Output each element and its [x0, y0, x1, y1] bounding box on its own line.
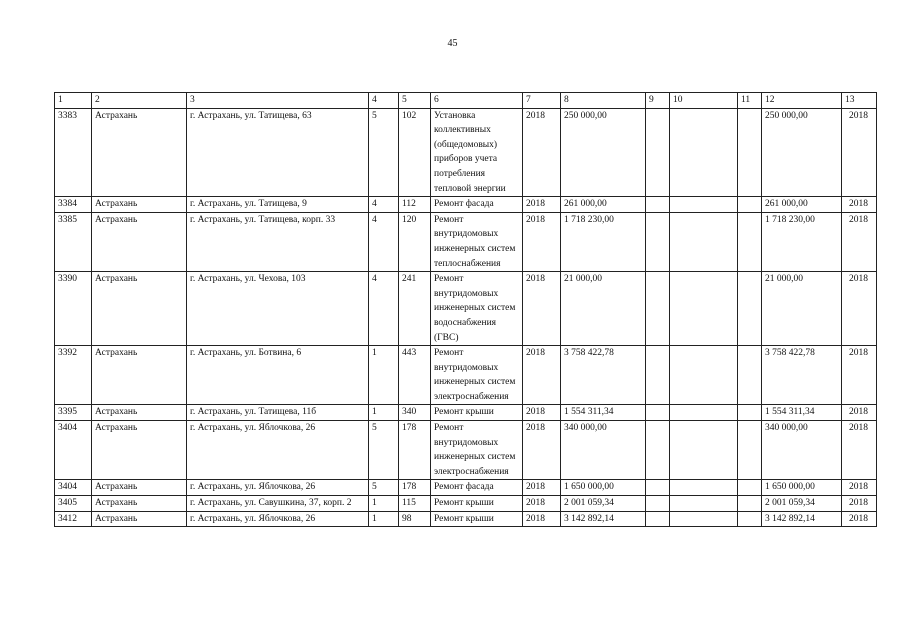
amount-cell: 1 718 230,00	[561, 212, 646, 271]
column-header: 8	[561, 93, 646, 109]
col5-cell: 115	[399, 496, 431, 512]
col10-cell	[670, 212, 738, 271]
repair-registry-table	[54, 92, 877, 527]
total-amount-cell: 3 142 892,14	[762, 511, 842, 527]
col4-cell: 4	[369, 197, 399, 213]
col9-cell	[646, 496, 670, 512]
col10-cell	[670, 272, 738, 346]
work-type-cell: Установка коллективных (общедомовых) приборов учета потребления тепловой энергии	[431, 108, 523, 197]
col9-cell	[646, 197, 670, 213]
col10-cell	[670, 421, 738, 480]
work-type-cell: Ремонт крыши	[431, 511, 523, 527]
column-header: 9	[646, 93, 670, 109]
completion-year-cell: 2018	[842, 511, 877, 527]
col4-cell: 5	[369, 108, 399, 197]
col11-cell	[738, 511, 762, 527]
record-id-cell: 3392	[55, 346, 92, 405]
record-id-cell: 3405	[55, 496, 92, 512]
col11-cell	[738, 346, 762, 405]
work-type-cell: Ремонт фасада	[431, 197, 523, 213]
completion-year-cell: 2018	[842, 108, 877, 197]
col10-cell	[670, 405, 738, 421]
address-cell: г. Астрахань, ул. Яблочкова, 26	[187, 511, 369, 527]
total-amount-cell: 1 650 000,00	[762, 480, 842, 496]
city-cell: Астрахань	[92, 421, 187, 480]
col5-cell: 443	[399, 346, 431, 405]
completion-year-cell: 2018	[842, 496, 877, 512]
year-cell: 2018	[523, 197, 561, 213]
completion-year-cell: 2018	[842, 405, 877, 421]
completion-year-cell: 2018	[842, 346, 877, 405]
amount-cell: 3 758 422,78	[561, 346, 646, 405]
amount-cell: 2 001 059,34	[561, 496, 646, 512]
col10-cell	[670, 511, 738, 527]
total-amount-cell: 2 001 059,34	[762, 496, 842, 512]
col9-cell	[646, 108, 670, 197]
address-cell: г. Астрахань, ул. Савушкина, 37, корп. 2	[187, 496, 369, 512]
col4-cell: 5	[369, 421, 399, 480]
year-cell: 2018	[523, 272, 561, 346]
completion-year-cell: 2018	[842, 480, 877, 496]
record-id-cell: 3395	[55, 405, 92, 421]
amount-cell: 261 000,00	[561, 197, 646, 213]
city-cell: Астрахань	[92, 346, 187, 405]
total-amount-cell: 1 554 311,34	[762, 405, 842, 421]
total-amount-cell: 21 000,00	[762, 272, 842, 346]
year-cell: 2018	[523, 108, 561, 197]
column-header: 11	[738, 93, 762, 109]
col4-cell: 1	[369, 496, 399, 512]
year-cell: 2018	[523, 480, 561, 496]
city-cell: Астрахань	[92, 511, 187, 527]
col4-cell: 5	[369, 480, 399, 496]
col11-cell	[738, 496, 762, 512]
column-header: 1	[55, 93, 92, 109]
column-header: 4	[369, 93, 399, 109]
column-header: 10	[670, 93, 738, 109]
city-cell: Астрахань	[92, 108, 187, 197]
col11-cell	[738, 212, 762, 271]
address-cell: г. Астрахань, ул. Ботвина, 6	[187, 346, 369, 405]
address-cell: г. Астрахань, ул. Татищева, 63	[187, 108, 369, 197]
table-row	[55, 405, 877, 421]
record-id-cell: 3385	[55, 212, 92, 271]
column-header: 3	[187, 93, 369, 109]
table-row	[55, 108, 877, 197]
column-number-row	[55, 93, 877, 109]
column-header: 5	[399, 93, 431, 109]
address-cell: г. Астрахань, ул. Яблочкова, 26	[187, 421, 369, 480]
col5-cell: 178	[399, 480, 431, 496]
column-header: 12	[762, 93, 842, 109]
address-cell: г. Астрахань, ул. Яблочкова, 26	[187, 480, 369, 496]
table-row	[55, 480, 877, 496]
record-id-cell: 3383	[55, 108, 92, 197]
year-cell: 2018	[523, 405, 561, 421]
completion-year-cell: 2018	[842, 197, 877, 213]
amount-cell: 1 650 000,00	[561, 480, 646, 496]
table-row	[55, 212, 877, 271]
col9-cell	[646, 346, 670, 405]
work-type-cell: Ремонт внутридомовых инженерных систем теплоснабжения	[431, 212, 523, 271]
page-number: 45	[447, 38, 458, 49]
city-cell: Астрахань	[92, 197, 187, 213]
address-cell: г. Астрахань, ул. Чехова, 103	[187, 272, 369, 346]
amount-cell: 21 000,00	[561, 272, 646, 346]
city-cell: Астрахань	[92, 212, 187, 271]
col4-cell: 4	[369, 212, 399, 271]
col5-cell: 112	[399, 197, 431, 213]
col5-cell: 178	[399, 421, 431, 480]
col10-cell	[670, 197, 738, 213]
total-amount-cell: 3 758 422,78	[762, 346, 842, 405]
total-amount-cell: 1 718 230,00	[762, 212, 842, 271]
record-id-cell: 3384	[55, 197, 92, 213]
work-type-cell: Ремонт внутридомовых инженерных систем водоснабжения (ГВС)	[431, 272, 523, 346]
col9-cell	[646, 480, 670, 496]
amount-cell: 3 142 892,14	[561, 511, 646, 527]
record-id-cell: 3390	[55, 272, 92, 346]
work-type-cell: Ремонт внутридомовых инженерных систем электроснабжения	[431, 346, 523, 405]
col5-cell: 102	[399, 108, 431, 197]
col4-cell: 4	[369, 272, 399, 346]
col9-cell	[646, 511, 670, 527]
table-row	[55, 197, 877, 213]
year-cell: 2018	[523, 346, 561, 405]
work-type-cell: Ремонт крыши	[431, 496, 523, 512]
col5-cell: 241	[399, 272, 431, 346]
col9-cell	[646, 272, 670, 346]
col5-cell: 340	[399, 405, 431, 421]
record-id-cell: 3412	[55, 511, 92, 527]
table-row	[55, 511, 877, 527]
work-type-cell: Ремонт внутридомовых инженерных систем электроснабжения	[431, 421, 523, 480]
year-cell: 2018	[523, 421, 561, 480]
amount-cell: 340 000,00	[561, 421, 646, 480]
column-header: 6	[431, 93, 523, 109]
table-row	[55, 346, 877, 405]
city-cell: Астрахань	[92, 480, 187, 496]
year-cell: 2018	[523, 496, 561, 512]
col5-cell: 98	[399, 511, 431, 527]
total-amount-cell: 261 000,00	[762, 197, 842, 213]
table-body	[55, 108, 877, 527]
col4-cell: 1	[369, 346, 399, 405]
column-header: 2	[92, 93, 187, 109]
address-cell: г. Астрахань, ул. Татищева, корп. 33	[187, 212, 369, 271]
col4-cell: 1	[369, 405, 399, 421]
record-id-cell: 3404	[55, 421, 92, 480]
column-header: 13	[842, 93, 877, 109]
year-cell: 2018	[523, 212, 561, 271]
col10-cell	[670, 480, 738, 496]
col4-cell: 1	[369, 511, 399, 527]
col5-cell: 120	[399, 212, 431, 271]
address-cell: г. Астрахань, ул. Татищева, 9	[187, 197, 369, 213]
col9-cell	[646, 421, 670, 480]
col11-cell	[738, 405, 762, 421]
column-header: 7	[523, 93, 561, 109]
col11-cell	[738, 421, 762, 480]
amount-cell: 250 000,00	[561, 108, 646, 197]
col9-cell	[646, 212, 670, 271]
col10-cell	[670, 346, 738, 405]
completion-year-cell: 2018	[842, 212, 877, 271]
col11-cell	[738, 197, 762, 213]
completion-year-cell: 2018	[842, 421, 877, 480]
city-cell: Астрахань	[92, 272, 187, 346]
table-row	[55, 272, 877, 346]
col10-cell	[670, 108, 738, 197]
total-amount-cell: 340 000,00	[762, 421, 842, 480]
address-cell: г. Астрахань, ул. Татищева, 11б	[187, 405, 369, 421]
city-cell: Астрахань	[92, 405, 187, 421]
col11-cell	[738, 480, 762, 496]
city-cell: Астрахань	[92, 496, 187, 512]
col9-cell	[646, 405, 670, 421]
amount-cell: 1 554 311,34	[561, 405, 646, 421]
table-row	[55, 496, 877, 512]
col11-cell	[738, 272, 762, 346]
record-id-cell: 3404	[55, 480, 92, 496]
total-amount-cell: 250 000,00	[762, 108, 842, 197]
col10-cell	[670, 496, 738, 512]
table-row	[55, 421, 877, 480]
completion-year-cell: 2018	[842, 272, 877, 346]
work-type-cell: Ремонт фасада	[431, 480, 523, 496]
work-type-cell: Ремонт крыши	[431, 405, 523, 421]
year-cell: 2018	[523, 511, 561, 527]
col11-cell	[738, 108, 762, 197]
